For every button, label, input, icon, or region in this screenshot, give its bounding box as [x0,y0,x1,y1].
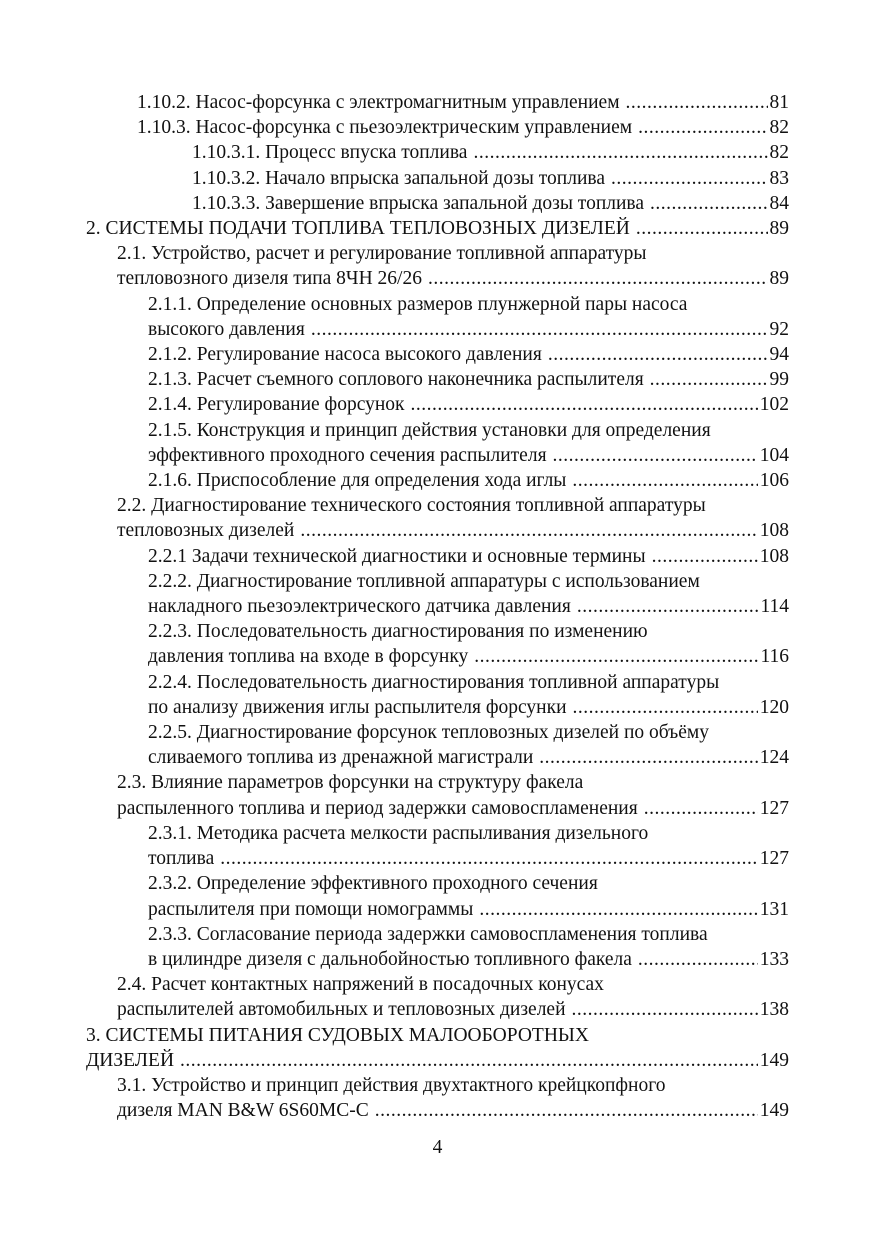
toc-chapter[interactable] [0,1023,875,1073]
toc-entry-title: 1.10.3.1. Процесс впуска топлива [192,142,468,164]
toc-entry-title: 2.1.5. Конструкция и принцип действия установки для определения [148,419,711,441]
dot-leader [548,342,768,367]
toc-entry-title-cont: в цилиндре дизеля с дальнобойностью топливного факела [148,948,632,970]
dot-leader [638,947,758,972]
toc-entry-title: 2.1. Устройство, расчет и регулирование топливной аппаратуры [117,243,647,265]
toc-entry-page: 149 [759,1100,789,1122]
dot-leader [572,468,757,493]
toc-entry-page: 131 [759,898,789,920]
toc-entry-page: 120 [759,696,789,718]
toc-entry-page: 108 [759,545,789,567]
toc-entry-page: 89 [769,268,789,290]
toc-entry-page: 92 [769,318,789,340]
toc-entry-page: 114 [760,596,789,618]
toc-entry-title: 1.10.3.2. Начало впрыска запальной дозы топлива [192,167,605,189]
toc-entry-title-cont: накладного пьезоэлектрического датчика давления [148,596,571,618]
toc-entry-title: 2. СИСТЕМЫ ПОДАЧИ ТОПЛИВА ТЕПЛОВОЗНЫХ ДИЗЕЛЕЙ [86,218,630,240]
dot-leader [220,846,758,871]
toc-entry-title: 2.1.4. Регулирование форсунок [148,394,405,416]
toc-entry[interactable] [0,544,875,569]
toc-entry[interactable] [0,871,875,921]
dot-leader [180,1048,758,1073]
toc-section[interactable] [0,241,875,291]
toc-entry[interactable] [0,418,875,468]
toc-entry-title: 3. СИСТЕМЫ ПИТАНИЯ СУДОВЫХ МАЛООБОРОТНЫХ [86,1024,590,1046]
toc-entry-title-cont: распылителя при помощи номограммы [148,898,474,920]
toc-entry-title-cont: по анализу движения иглы распылителя форсунки [148,696,567,718]
toc-entry-page: 127 [759,848,789,870]
dot-leader [638,115,767,140]
dot-leader [572,997,758,1022]
dot-leader [644,796,758,821]
toc-entry[interactable] [0,392,875,417]
toc-entry-page: 104 [759,444,789,466]
dot-leader [577,594,759,619]
toc-entry-title: 3.1. Устройство и принцип действия двухтактного крейцкопфного [117,1074,666,1096]
dot-leader [652,544,758,569]
table-of-contents [0,90,875,1123]
toc-entry-title: 2.1.1. Определение основных размеров плунжерной пары насоса [148,293,688,315]
toc-entry[interactable] [0,619,875,669]
toc-entry-page: 81 [769,92,789,113]
dot-leader [650,191,767,216]
toc-entry-title: 2.3.3. Согласование периода задержки самовоспламенения топлива [148,923,708,945]
toc-entry-title-cont: топлива [148,848,215,870]
toc-entry-title-cont: ДИЗЕЛЕЙ [86,1049,175,1071]
dot-leader [611,166,768,191]
toc-entry-page: 127 [759,797,789,819]
toc-entry-page: 84 [769,192,789,214]
toc-entry-page: 82 [769,117,789,139]
toc-entry-title: 2.3.1. Методика расчета мелкости распыливания дизельного [148,822,649,844]
toc-entry-page: 133 [759,948,789,970]
dot-leader [474,644,758,669]
toc-entry-page: 116 [760,646,789,668]
page-number: 4 [432,1137,443,1158]
toc-chapter[interactable] [0,216,875,241]
toc-entry[interactable] [0,140,875,165]
toc-entry-title-cont: дизеля MAN B&W 6S60MC-C [117,1100,369,1122]
toc-entry[interactable] [0,166,875,191]
toc-entry-title: 2.1.2. Регулирование насоса высокого давления [148,344,542,366]
toc-entry-page: 89 [769,218,789,240]
toc-entry-page: 82 [769,142,789,164]
toc-entry-page: 99 [769,369,789,391]
toc-entry-page: 106 [759,470,789,492]
toc-entry-title: 2.2.1 Задачи технической диагностики и основные термины [148,545,646,567]
dot-leader [553,443,758,468]
toc-entry-page: 94 [769,344,789,366]
toc-entry-title: 2.1.6. Приспособление для определения хода иглы [148,470,567,492]
toc-entry[interactable] [0,292,875,342]
dot-leader [411,392,758,417]
dot-leader [636,216,768,241]
toc-entry-page: 108 [759,520,789,542]
toc-entry-title: 2.2.3. Последовательность диагностирования по изменению [148,621,648,643]
dot-leader [479,897,757,922]
toc-entry-title-cont: тепловозных дизелей [117,520,295,542]
dot-leader [375,1098,758,1123]
toc-entry-page: 102 [759,394,789,416]
toc-entry[interactable] [0,569,875,619]
dot-leader [573,695,758,720]
toc-entry-title: 1.10.3. Насос-форсунка с пьезоэлектрическим управлением [137,117,633,139]
toc-entry-title: 2.4. Расчет контактных напряжений в посадочных конусах [117,974,604,996]
toc-section[interactable] [0,1073,875,1123]
toc-entry[interactable] [0,922,875,972]
toc-entry[interactable] [0,670,875,720]
toc-entry-title-cont: тепловозного дизеля типа 8ЧН 26/26 [117,268,422,290]
dot-leader [650,367,768,392]
toc-entry-title-cont: сливаемого топлива из дренажной магистрали [148,747,534,769]
toc-entry[interactable] [0,468,875,493]
toc-section[interactable] [0,972,875,1022]
toc-entry-title: 2.3.2. Определение эффективного проходного сечения [148,873,598,895]
dot-leader [300,518,757,543]
toc-entry[interactable] [0,821,875,871]
toc-entry-title-cont: распыленного топлива и период задержки самовоспламенения [117,797,638,819]
toc-entry-title-cont: высокого давления [148,318,305,340]
toc-entry-title: 2.2.2. Диагностирование топливной аппаратуры с использованием [148,570,700,592]
toc-section[interactable] [0,770,875,820]
toc-entry[interactable] [0,191,875,216]
toc-entry-title: 2.2. Диагностирование технического состояния топливной аппаратуры [117,495,706,517]
toc-entry-title: 2.3. Влияние параметров форсунки на структуру факела [117,772,584,794]
toc-entry-page: 124 [759,747,789,769]
toc-entry-title: 2.2.5. Диагностирование форсунок тепловозных дизелей по объёму [148,722,710,744]
toc-entry-page: 83 [769,167,789,189]
toc-entry-title: 1.10.3.3. Завершение впрыска запальной дозы топлива [192,192,645,214]
toc-entry[interactable] [0,342,875,367]
toc-section[interactable] [0,493,875,543]
dot-leader [473,140,767,165]
toc-entry-title: 2.1.3. Расчет съемного соплового наконечника распылителя [148,369,644,391]
toc-entry[interactable] [0,90,875,115]
toc-entry-title: 1.10.2. Насос-форсунка с электромагнитным управлением [137,92,620,113]
toc-entry[interactable] [0,115,875,140]
toc-entry-title: 2.2.4. Последовательность диагностирования топливной аппаратуры [148,671,720,693]
toc-entry-page: 138 [759,999,789,1021]
toc-entry[interactable] [0,367,875,392]
toc-entry-title-cont: распылителей автомобильных и тепловозных дизелей [117,999,566,1021]
dot-leader [539,745,757,770]
toc-entry[interactable] [0,720,875,770]
dot-leader [311,317,768,342]
toc-entry-title-cont: эффективного проходного сечения распылителя [148,444,547,466]
dot-leader [428,266,768,291]
dot-leader [626,90,768,115]
toc-entry-title-cont: давления топлива на входе в форсунку [148,646,469,668]
toc-entry-page: 149 [759,1049,789,1071]
